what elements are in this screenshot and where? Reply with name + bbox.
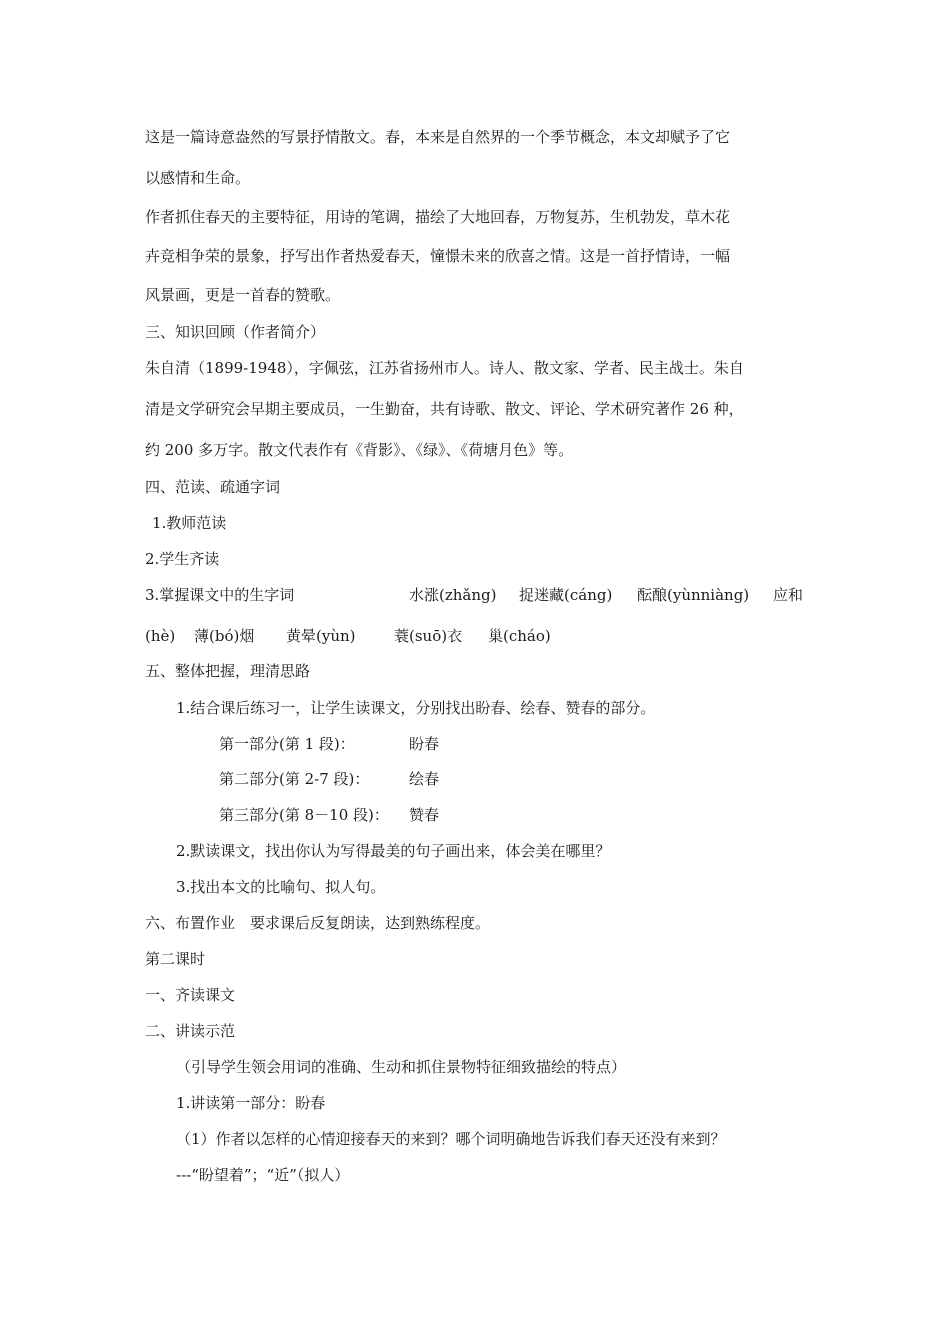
section-6-heading: 六、布置作业 要求课后反复朗读，达到熟练程度。 [145, 914, 491, 932]
paragraph-theme-line-1: 作者抓住春天的主要特征，用诗的笔调，描绘了大地回春，万物复苏，生机勃发，草木花 [145, 208, 731, 226]
list-item-figures-of-speech: 3.找出本文的比喻句、拟人句。 [176, 878, 386, 896]
author-bio-line-2: 清是文学研究会早期主要成员，一生勤奋，共有诗歌、散文、评论、学术研究著作 26 种， [145, 400, 744, 418]
part-value: 盼春 [409, 735, 440, 753]
vocab-word: 水涨(zhǎng) [409, 586, 497, 604]
vocab-word: (hè) [145, 627, 176, 645]
lesson-2-subheading: 1.讲读第一部分：盼春 [176, 1094, 326, 1112]
author-bio-line-1: 朱自清（1899-1948），字佩弦，江苏省扬州市人。诗人、散文家、学者、民主战士。朱自 [145, 359, 744, 377]
vocab-word: 酝酿(yùnniàng) [637, 586, 750, 604]
part-row [219, 769, 369, 789]
lesson-2-answer: ---“盼望着”；“近”（拟人） [176, 1166, 350, 1184]
paragraph-intro-line-1: 这是一篇诗意盎然的写景抒情散文。春，本来是自然界的一个季节概念，本文却赋予了它 [145, 128, 731, 146]
paragraph-intro-line-2: 以感情和生命。 [145, 169, 251, 187]
vocab-heading: 3.掌握课文中的生字词 [145, 586, 295, 604]
lesson-2-title: 第二课时 [145, 950, 206, 968]
vocab-word: 蓑(suō)衣 [394, 627, 463, 645]
part-row [219, 805, 389, 825]
lesson-2-question: （1）作者以怎样的心情迎接春天的来到？哪个词明确地告诉我们春天还没有来到？ [176, 1130, 726, 1148]
vocab-word: 应和 [773, 586, 804, 604]
list-item-silent-reading: 2.默读课文，找出你认为写得最美的句子画出来，体会美在哪里？ [176, 842, 611, 860]
section-4-heading: 四、范读、疏通字词 [145, 478, 281, 496]
part-label: 第三部分(第 8－10 段)： [219, 806, 389, 824]
list-item-teacher-reading: 1.教师范读 [152, 514, 227, 532]
section-3-heading: 三、知识回顾（作者简介） [145, 323, 326, 341]
lesson-2-heading-2: 二、讲读示范 [145, 1022, 236, 1040]
section-5-heading: 五、整体把握，理清思路 [145, 662, 311, 680]
vocab-word: 捉迷藏(cáng) [519, 586, 613, 604]
list-item-student-reading: 2.学生齐读 [145, 550, 220, 568]
part-label: 第一部分(第 1 段)： [219, 735, 355, 753]
lesson-2-note: （引导学生领会用词的准确、生动和抓住景物特征细致描绘的特点） [176, 1058, 627, 1076]
vocab-word: 薄(bó)烟 [194, 627, 255, 645]
part-value: 绘春 [409, 770, 440, 788]
part-label: 第二部分(第 2-7 段)： [219, 770, 370, 788]
part-row [219, 734, 355, 754]
author-bio-line-3: 约 200 多万字。散文代表作有《背影》、《绿》、《荷塘月色》等。 [145, 441, 574, 459]
vocab-word: 巢(cháo) [488, 627, 551, 645]
paragraph-theme-line-2: 卉竞相争荣的景象，抒写出作者热爱春天，憧憬未来的欣喜之情。这是一首抒情诗，一幅 [145, 247, 731, 265]
list-item-find-parts: 1.结合课后练习一，让学生读课文，分别找出盼春、绘春、赞春的部分。 [176, 699, 656, 717]
paragraph-theme-line-3: 风景画，更是一首春的赞歌。 [145, 286, 341, 304]
part-value: 赞春 [409, 806, 440, 824]
vocab-word: 黄晕(yùn) [286, 627, 356, 645]
lesson-2-heading-1: 一、齐读课文 [145, 986, 236, 1004]
